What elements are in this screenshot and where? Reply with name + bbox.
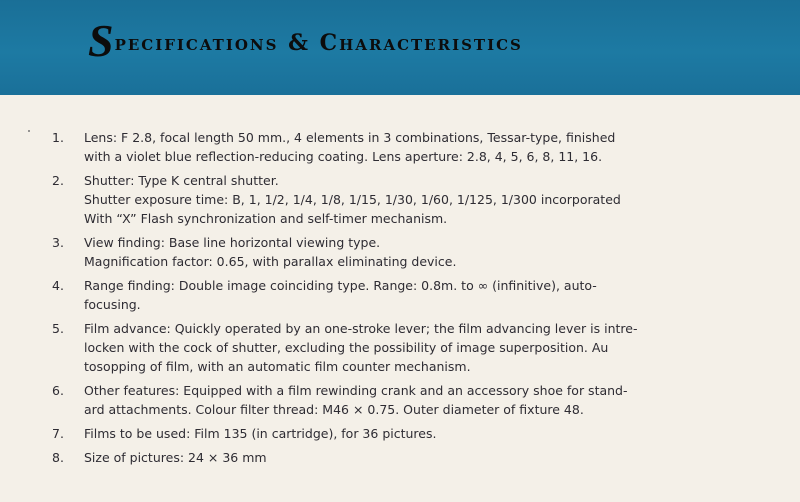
- spec-line: Films to be used: Film 135 (in cartridge), for 36 pictures.: [84, 426, 437, 441]
- spec-list: [52, 128, 732, 472]
- spec-line: Lens: F 2.8, focal length 50 mm., 4 elements in 3 combinations, Tessar-type, finished: [84, 130, 616, 145]
- spec-number: 8.: [52, 450, 64, 465]
- spec-item-4: [52, 276, 732, 314]
- spec-item-7: [52, 424, 732, 443]
- title-text: pecifications & Characteristics: [114, 30, 523, 56]
- spec-line: With “X” Flash synchronization and self-timer mechanism.: [84, 211, 448, 226]
- spec-number: 7.: [52, 426, 64, 441]
- spec-line: Film advance: Quickly operated by an one-stroke lever; the film advancing lever is intre-: [84, 321, 638, 336]
- spec-line: Range finding: Double image coinciding type. Range: 0.8m. to ∞ (infinitive), auto-: [84, 278, 597, 293]
- spec-item-2: [52, 171, 732, 228]
- title-initial: S: [88, 15, 115, 66]
- spec-number: 1.: [52, 130, 64, 145]
- spec-number: 3.: [52, 235, 64, 250]
- spec-number: 6.: [52, 383, 64, 398]
- spec-item-6: [52, 381, 732, 419]
- spec-line: tosopping of film, with an automatic film counter mechanism.: [84, 359, 471, 374]
- spec-line: Shutter exposure time: B, 1, 1/2, 1/4, 1/8, 1/15, 1/30, 1/60, 1/125, 1/300 incorporated: [84, 192, 621, 207]
- spec-line: locken with the cock of shutter, excluding the possibility of image superposition. Au: [84, 340, 609, 355]
- spec-line: focusing.: [84, 297, 141, 312]
- spec-line: Shutter: Type K central shutter.: [84, 173, 279, 188]
- spec-line: Magnification factor: 0.65, with parallax eliminating device.: [84, 254, 457, 269]
- spec-item-1: [52, 128, 732, 166]
- spec-number: 4.: [52, 278, 64, 293]
- spec-number: 5.: [52, 321, 64, 336]
- spec-line: Size of pictures: 24 × 36 mm: [84, 450, 267, 465]
- speck-mark: [28, 130, 30, 132]
- spec-line: View finding: Base line horizontal viewing type.: [84, 235, 381, 250]
- spec-item-8: [52, 448, 732, 467]
- page-title: [88, 14, 688, 64]
- spec-line: Other features: Equipped with a film rewinding crank and an accessory shoe for stand-: [84, 383, 628, 398]
- spec-line: with a violet blue reflection-reducing coating. Lens aperture: 2.8, 4, 5, 6, 8, 11, 16.: [84, 149, 603, 164]
- spec-line: ard attachments. Colour filter thread: M46 × 0.75. Outer diameter of fixture 48.: [84, 402, 584, 417]
- spec-item-5: [52, 319, 732, 376]
- spec-number: 2.: [52, 173, 64, 188]
- spec-item-3: [52, 233, 732, 271]
